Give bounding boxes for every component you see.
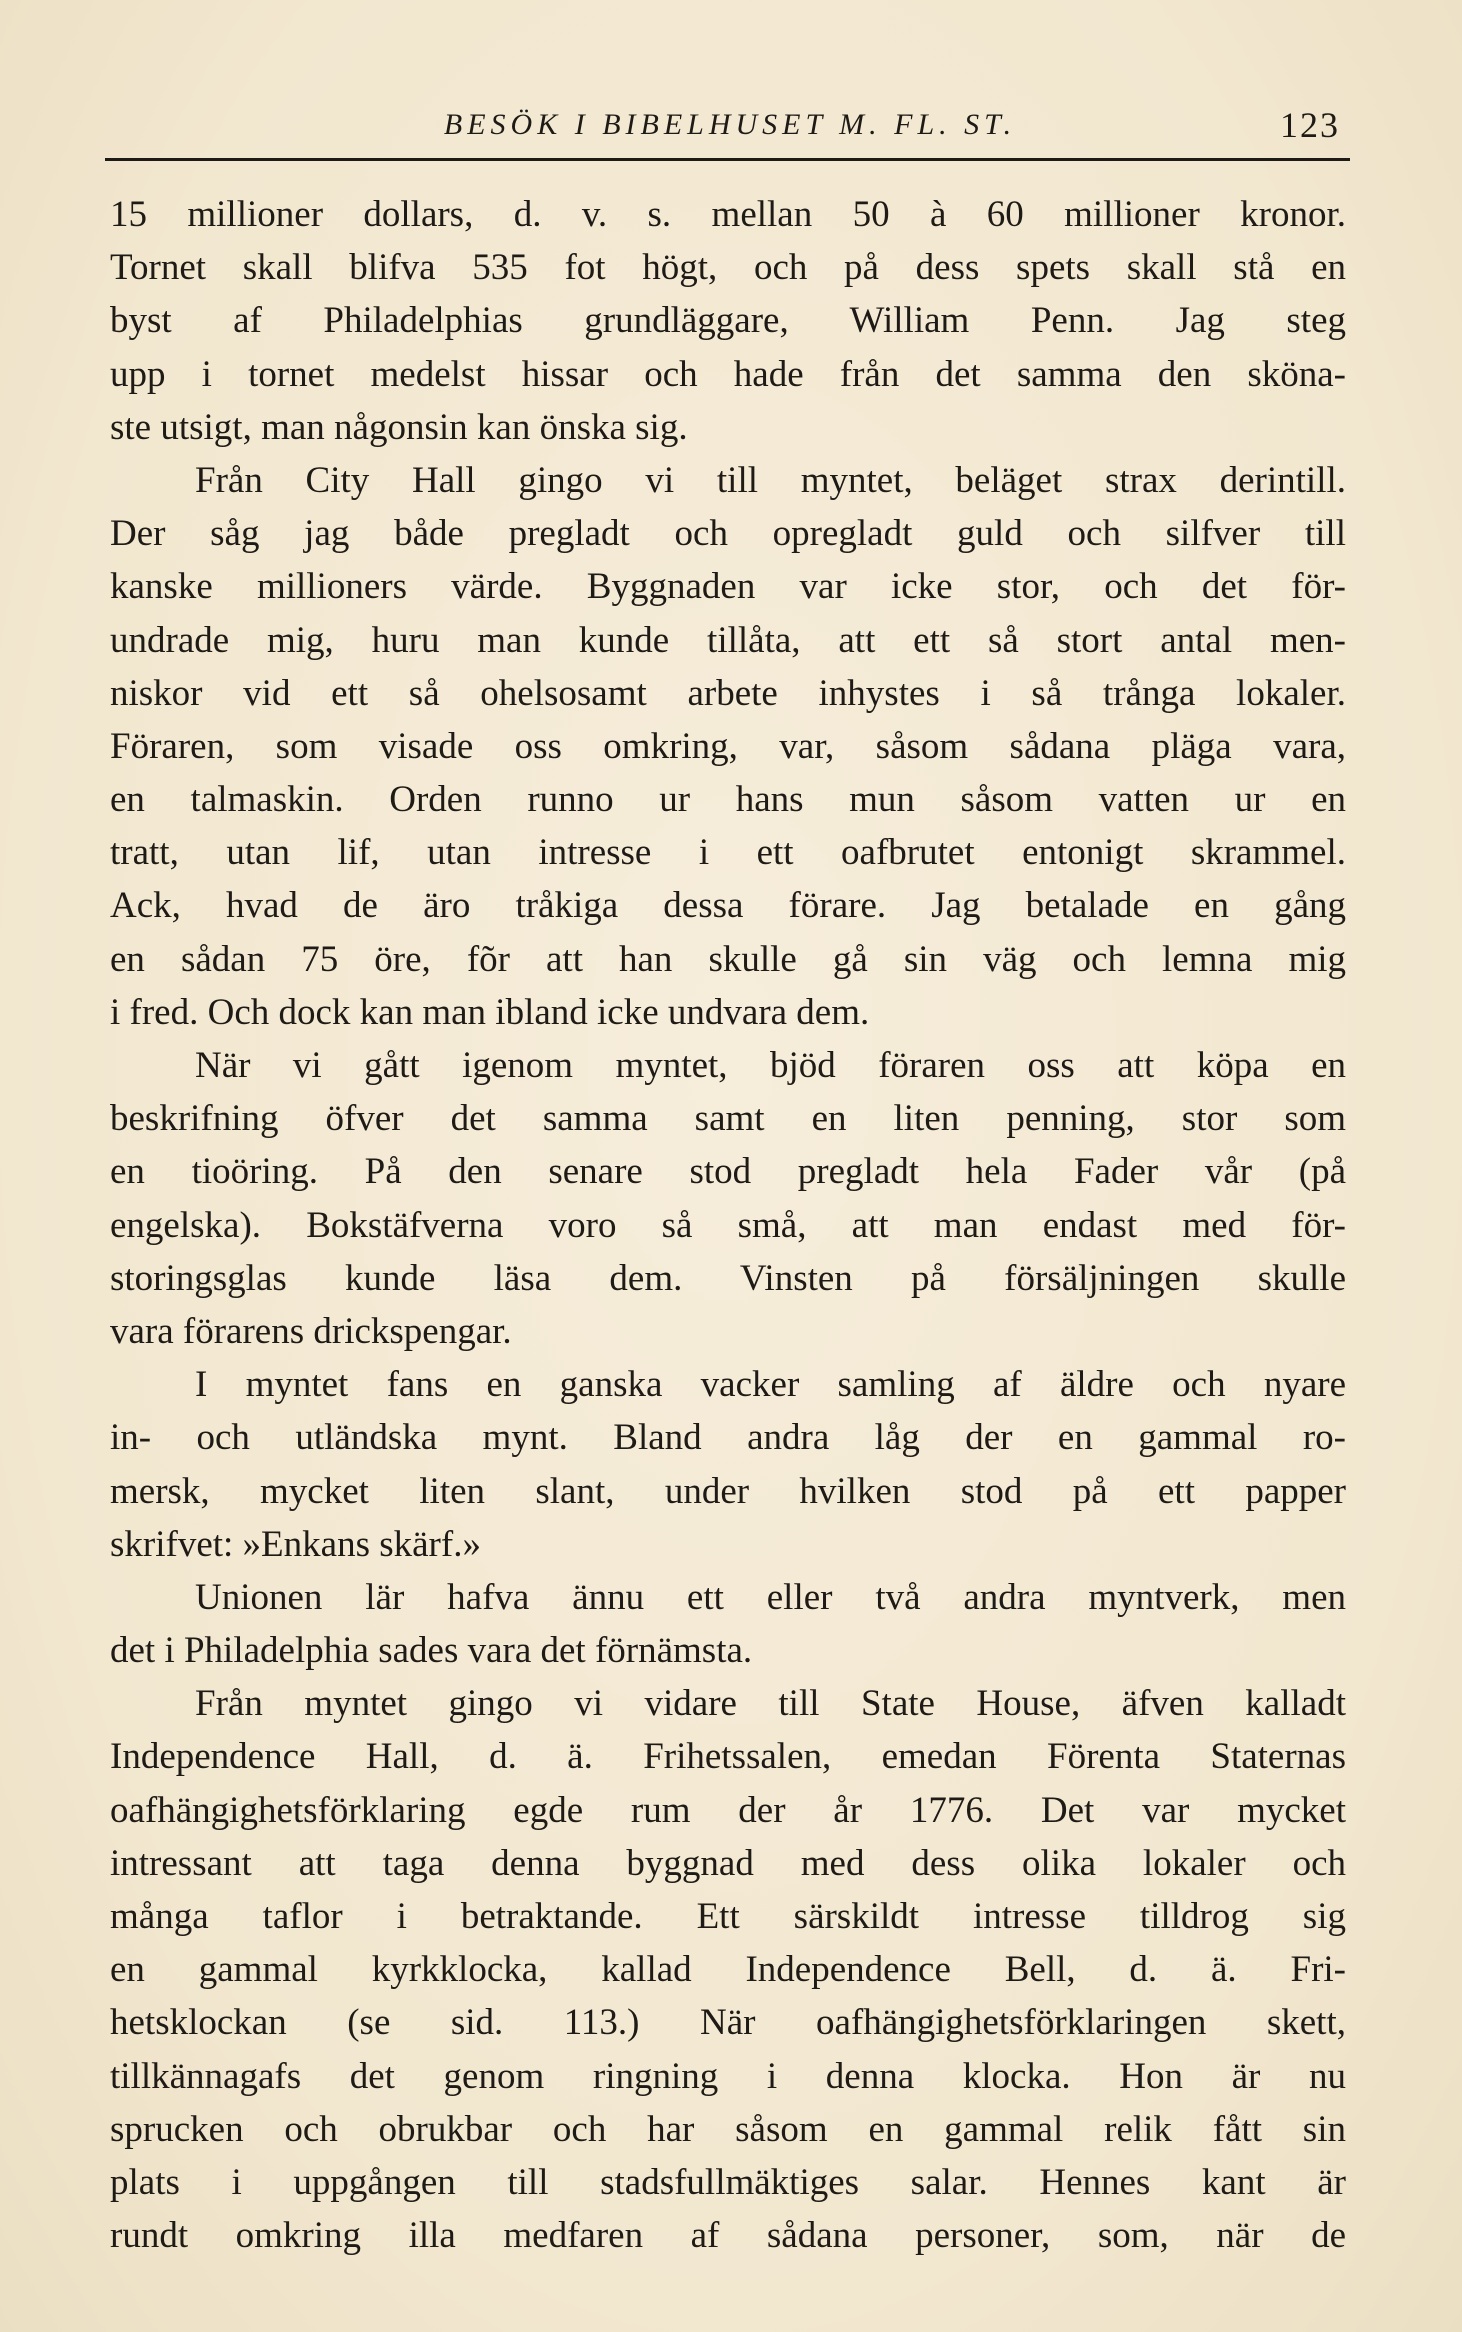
text-line: oafhängighetsförklaring egde rum der år 1776. Det var mycket	[110, 1789, 1346, 1831]
text-line: ste utsigt, man någonsin kan önska sig.	[110, 406, 688, 448]
text-line: I myntet fans en ganska vacker samling af äldre och nyare	[195, 1364, 1346, 1406]
text-line: hetsklockan (se sid. 113.) När oafhängighetsförklaringen skett,	[110, 2002, 1346, 2044]
text-line: tillkännagafs det genom ringning i denna klocka. Hon är nu	[110, 2055, 1346, 2097]
text-line: det i Philadelphia sades vara det förnämsta.	[110, 1630, 753, 1672]
text-line: Der såg jag både pregladt och opregladt guld och silfver till	[110, 513, 1346, 555]
text-line: Föraren, som visade oss omkring, var, såsom sådana pläga vara,	[110, 725, 1346, 767]
text-line: en talmaskin. Orden runno ur hans mun såsom vatten ur en	[110, 779, 1346, 821]
text-line: Unionen lär hafva ännu ett eller två andra myntverk, men	[195, 1576, 1346, 1618]
text-line: Independence Hall, d. ä. Frihetssalen, emedan Förenta Staternas	[110, 1736, 1346, 1778]
text-line: plats i uppgången till stadsfullmäktiges salar. Hennes kant är	[110, 2161, 1346, 2203]
text-line: kanske millioners värde. Byggnaden var icke stor, och det för-	[110, 566, 1346, 608]
text-line: i fred. Och dock kan man ibland icke undvara dem.	[110, 991, 870, 1033]
text-line: beskrifning öfver det samma samt en liten penning, stor som	[110, 1098, 1346, 1140]
text-line: upp i tornet medelst hissar och hade från det samma den sköna-	[110, 353, 1346, 395]
text-line: storingsglas kunde läsa dem. Vinsten på försäljningen skulle	[110, 1257, 1346, 1299]
running-title: BESÖK I BIBELHUSET M. FL. ST.	[443, 108, 1017, 141]
text-line: Från City Hall gingo vi till myntet, beläget strax derintill.	[195, 459, 1346, 501]
text-line: en gammal kyrkklocka, kallad Independence Bell, d. ä. Fri-	[110, 1949, 1346, 1991]
text-line: vara förarens drickspengar.	[110, 1310, 512, 1352]
text-line: Från myntet gingo vi vidare till State House, äfven kalladt	[195, 1683, 1346, 1725]
text-line: Ack, hvad de äro tråkiga dessa förare. Jag betalade en gång	[110, 885, 1346, 927]
page-number: 123	[1280, 105, 1340, 145]
text-line: in- och utländska mynt. Bland andra låg der en gammal ro-	[110, 1417, 1346, 1459]
text-line: undrade mig, huru man kunde tillåta, att ett så stort antal men-	[110, 619, 1346, 661]
text-line: rundt omkring illa medfaren af sådana personer, som, när de	[110, 2215, 1346, 2257]
text-line: Tornet skall blifva 535 fot högt, och på dess spets skall stå en	[110, 247, 1346, 289]
text-line: 15 millioner dollars, d. v. s. mellan 50 à 60 millioner kronor.	[110, 194, 1346, 235]
text-line: skrifvet: »Enkans skärf.»	[110, 1523, 481, 1565]
text-line: engelska). Bokstäfverna voro så små, att man endast med för-	[110, 1204, 1346, 1246]
text-line: en tioöring. På den senare stod pregladt hela Fader vår (på	[110, 1151, 1346, 1193]
text-line: tratt, utan lif, utan intresse i ett oafbrutet entonigt skrammel.	[110, 832, 1346, 874]
text-line: niskor vid ett så ohelsosamt arbete inhystes i så trånga lokaler.	[110, 672, 1346, 714]
text-line: sprucken och obrukbar och har såsom en gammal relik fått sin	[110, 2108, 1346, 2150]
body-text	[110, 188, 1346, 2262]
text-line: en sådan 75 öre, fõr att han skulle gå sin väg och lemna mig	[110, 938, 1346, 980]
text-line: många taflor i betraktande. Ett särskildt intresse tilldrog sig	[110, 1896, 1346, 1937]
header-rule	[105, 158, 1350, 161]
text-line: När vi gått igenom myntet, bjöd föraren oss att köpa en	[195, 1045, 1346, 1086]
text-line: byst af Philadelphias grundläggare, William Penn. Jag steg	[110, 300, 1346, 342]
text-line: intressant att taga denna byggnad med dess olika lokaler och	[110, 1842, 1346, 1884]
page-header	[110, 100, 1350, 150]
text-line: mersk, mycket liten slant, under hvilken stod på ett papper	[110, 1470, 1346, 1512]
